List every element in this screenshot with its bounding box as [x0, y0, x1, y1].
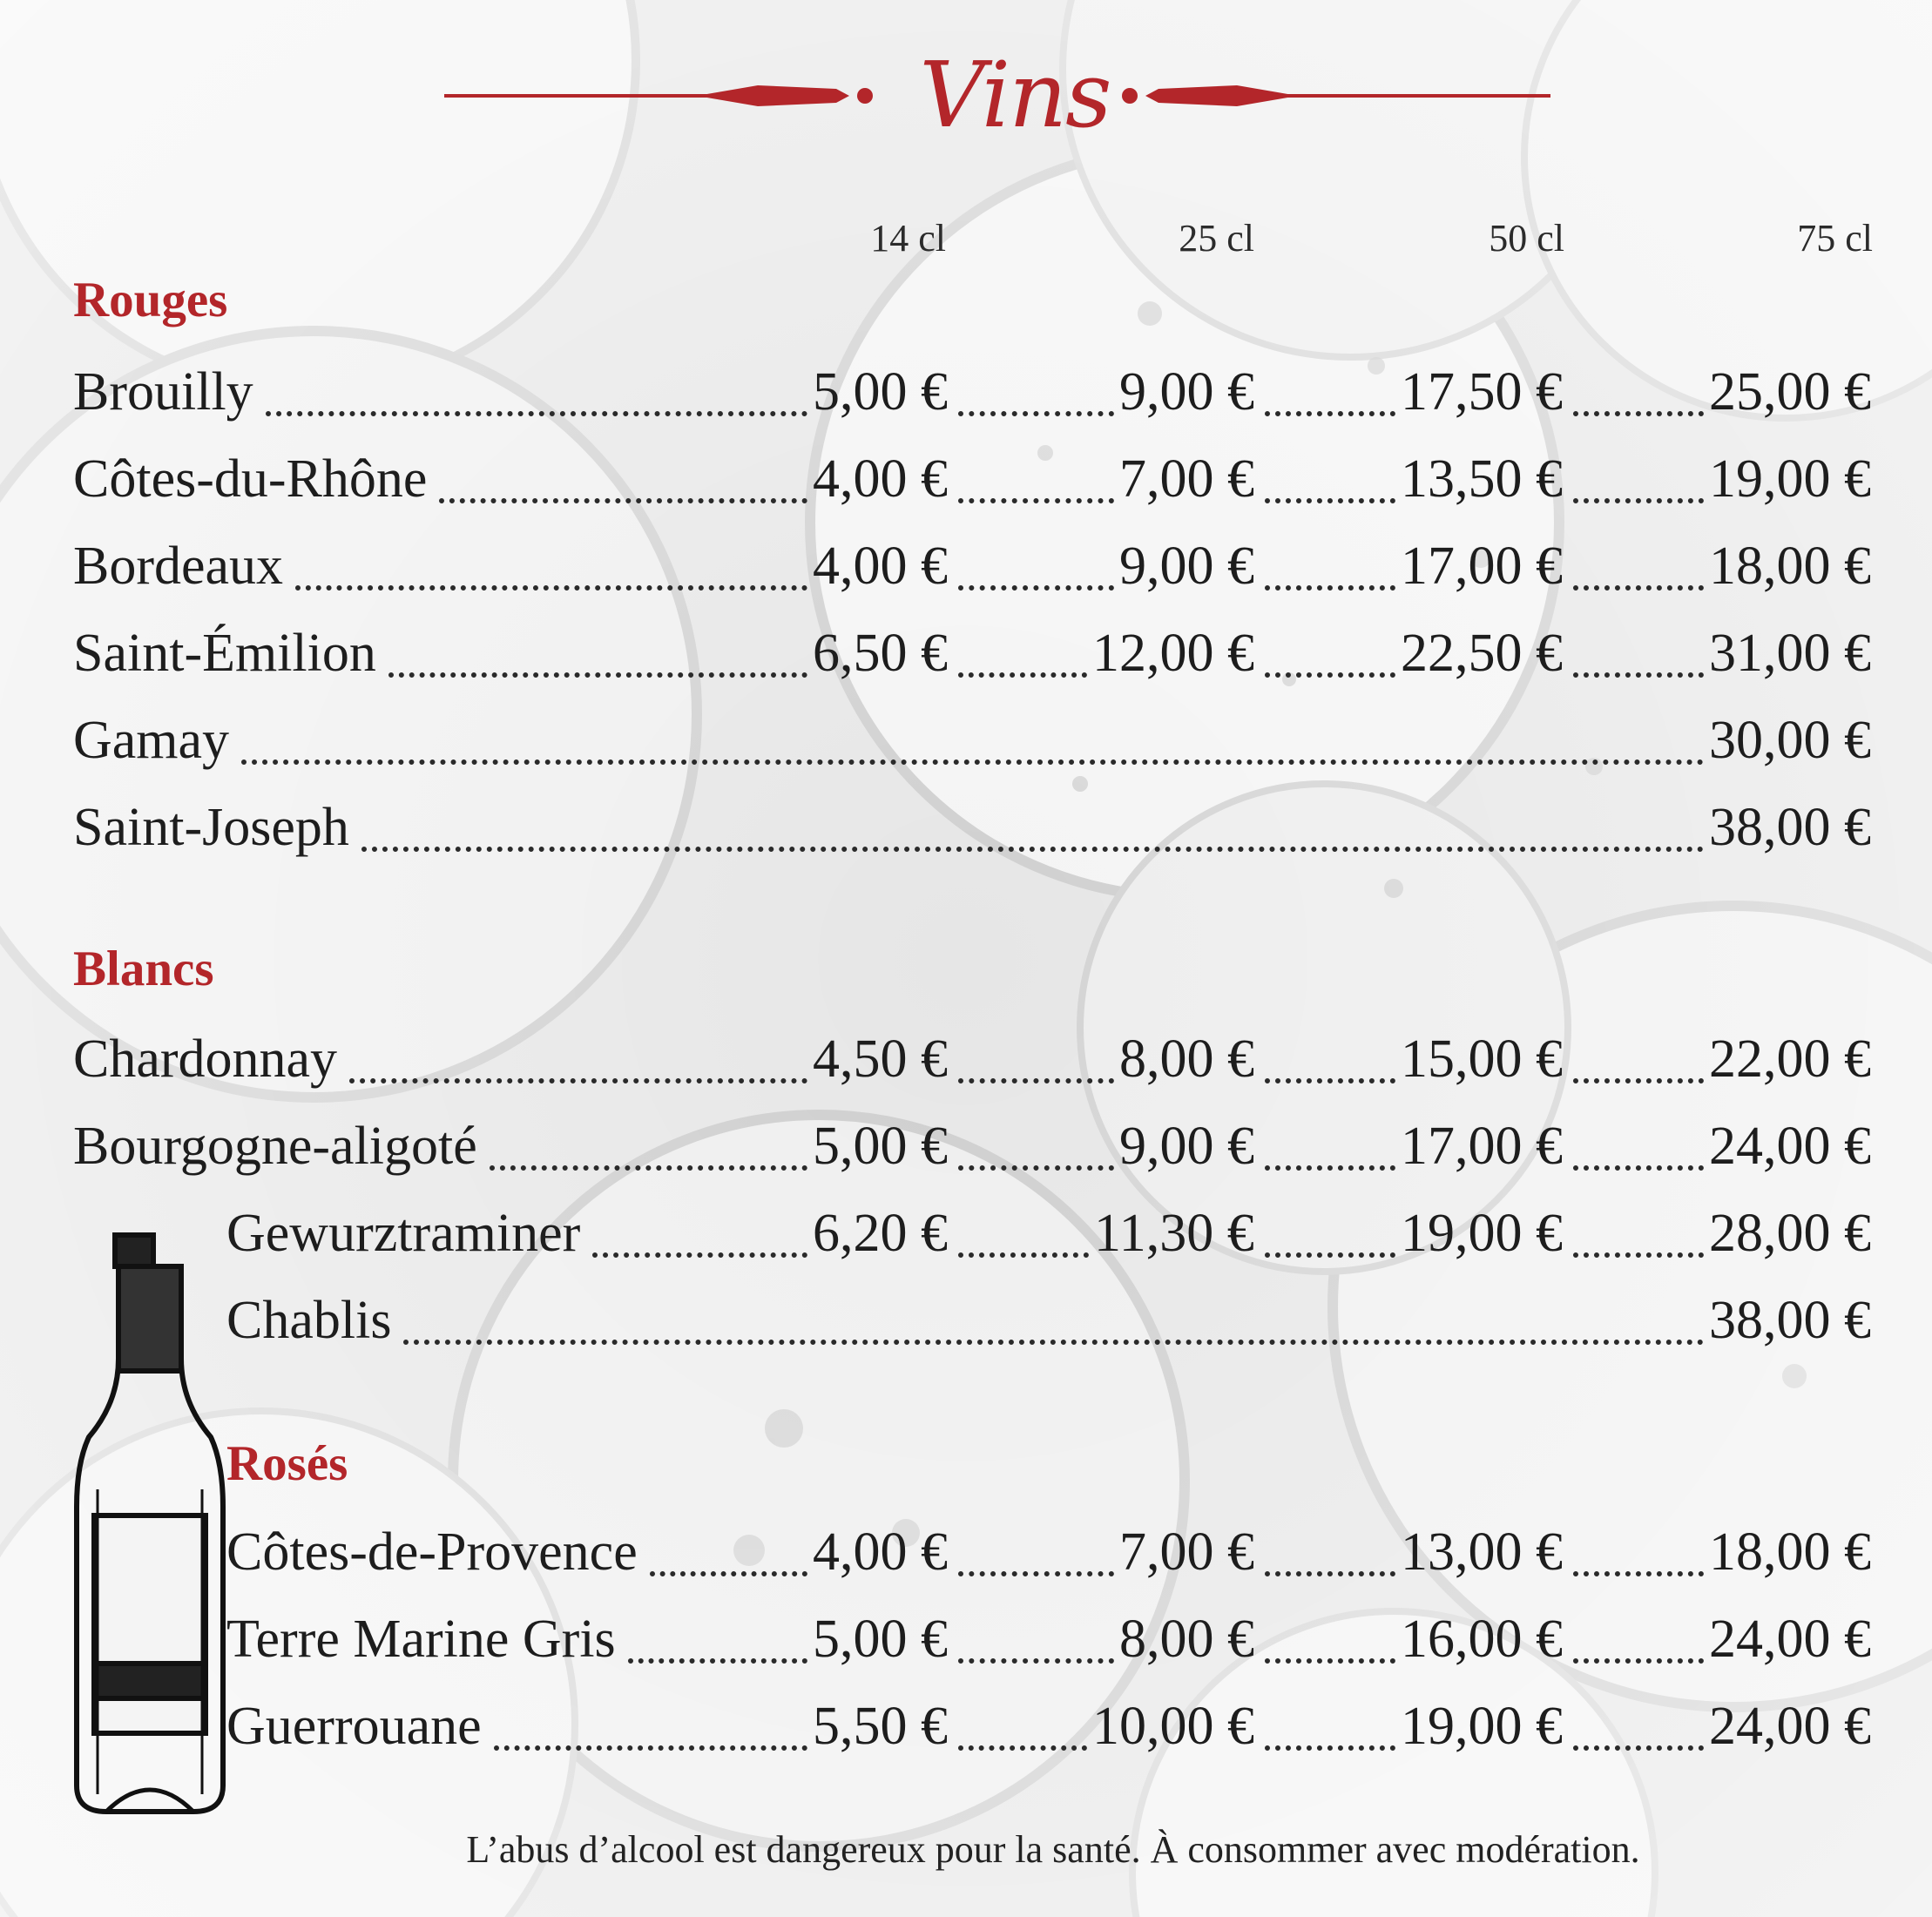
- dotted-leader: [958, 585, 1114, 591]
- dotted-leader: [958, 1658, 1114, 1664]
- price-14cl: 5,50 €: [813, 1697, 948, 1756]
- dotted-leader: [1573, 1745, 1704, 1751]
- dotted-leader: [349, 1078, 807, 1083]
- price-25cl: 9,00 €: [1119, 537, 1254, 596]
- price-25cl: 12,00 €: [1092, 624, 1254, 683]
- title-block: [0, 35, 1932, 157]
- price-75cl: 25,00 €: [1709, 362, 1871, 422]
- price-50cl: 13,00 €: [1401, 1522, 1563, 1582]
- price-25cl: 9,00 €: [1119, 362, 1254, 422]
- dotted-leader: [1573, 1252, 1704, 1258]
- column-header-25cl: 25 cl: [1179, 217, 1254, 260]
- price-14cl: 5,00 €: [813, 1610, 948, 1669]
- price-75cl: 31,00 €: [1709, 624, 1871, 683]
- price-75cl: 30,00 €: [1709, 711, 1871, 770]
- wine-row: [73, 357, 1871, 427]
- dotted-leader: [241, 759, 1704, 765]
- price-14cl: 5,00 €: [813, 1117, 948, 1176]
- price-75cl: 18,00 €: [1709, 537, 1871, 596]
- dotted-leader: [494, 1745, 807, 1751]
- dotted-leader: [1265, 1745, 1395, 1751]
- dotted-leader: [266, 411, 807, 416]
- wine-row: [73, 1111, 1871, 1181]
- dotted-leader: [1265, 1571, 1395, 1576]
- dotted-leader: [1265, 1078, 1395, 1083]
- price-14cl: 5,00 €: [813, 362, 948, 422]
- price-25cl: 7,00 €: [1119, 1522, 1254, 1582]
- dotted-leader: [1573, 411, 1704, 416]
- price-25cl: 8,00 €: [1119, 1029, 1254, 1089]
- page-title: Vins: [919, 42, 1111, 148]
- wine-name: Terre Marine Gris: [226, 1610, 616, 1669]
- price-50cl: 16,00 €: [1401, 1610, 1563, 1669]
- price-14cl: 6,50 €: [813, 624, 948, 683]
- price-14cl: 6,20 €: [813, 1204, 948, 1263]
- wine-name: Côtes-de-Provence: [226, 1522, 638, 1582]
- dotted-leader: [1265, 672, 1395, 678]
- price-25cl: 11,30 €: [1094, 1204, 1254, 1263]
- price-50cl: 19,00 €: [1401, 1697, 1563, 1756]
- price-25cl: 8,00 €: [1119, 1610, 1254, 1669]
- dotted-leader: [958, 411, 1114, 416]
- dotted-leader: [1573, 1078, 1704, 1083]
- price-50cl: 22,50 €: [1401, 624, 1563, 683]
- price-14cl: 4,00 €: [813, 537, 948, 596]
- dotted-leader: [1265, 498, 1395, 503]
- price-75cl: 19,00 €: [1709, 449, 1871, 509]
- price-25cl: 7,00 €: [1119, 449, 1254, 509]
- price-75cl: 18,00 €: [1709, 1522, 1871, 1582]
- dotted-leader: [592, 1252, 807, 1258]
- dotted-leader: [403, 1340, 1704, 1345]
- dotted-leader: [1265, 1658, 1395, 1664]
- dotted-leader: [1265, 1252, 1395, 1258]
- dotted-leader: [388, 672, 807, 678]
- wine-row: [226, 1604, 1871, 1674]
- wine-name: Guerrouane: [226, 1697, 482, 1756]
- dotted-leader: [958, 672, 1087, 678]
- dotted-leader: [439, 498, 807, 503]
- price-50cl: 15,00 €: [1401, 1029, 1563, 1089]
- section-title-rouges: Rouges: [73, 273, 228, 327]
- wine-row: [226, 1198, 1871, 1268]
- price-75cl: 24,00 €: [1709, 1117, 1871, 1176]
- price-25cl: 9,00 €: [1119, 1117, 1254, 1176]
- dotted-leader: [1573, 1658, 1704, 1664]
- dotted-leader: [1573, 585, 1704, 591]
- section-title-blancs: Blancs: [73, 942, 214, 996]
- wine-row: [226, 1286, 1871, 1355]
- price-75cl: 28,00 €: [1709, 1204, 1871, 1263]
- wine-row: [226, 1517, 1871, 1587]
- wine-row: [226, 1691, 1871, 1761]
- wine-name: Brouilly: [73, 362, 253, 422]
- dotted-leader: [295, 585, 807, 591]
- wine-row: [73, 705, 1871, 775]
- column-header-14cl: 14 cl: [870, 217, 946, 260]
- price-75cl: 38,00 €: [1709, 1291, 1871, 1350]
- dotted-leader: [1573, 1571, 1704, 1576]
- dotted-leader: [490, 1165, 807, 1171]
- wine-row: [73, 531, 1871, 601]
- wine-name: Bordeaux: [73, 537, 284, 596]
- price-14cl: 4,50 €: [813, 1029, 948, 1089]
- column-header-75cl: 75 cl: [1797, 217, 1873, 260]
- dotted-leader: [958, 498, 1114, 503]
- price-50cl: 17,00 €: [1401, 1117, 1563, 1176]
- dotted-leader: [1573, 498, 1704, 503]
- price-75cl: 24,00 €: [1709, 1697, 1871, 1756]
- price-75cl: 38,00 €: [1709, 798, 1871, 857]
- price-14cl: 4,00 €: [813, 1522, 948, 1582]
- dotted-leader: [361, 847, 1704, 852]
- wine-row: [73, 444, 1871, 514]
- wine-name: Gamay: [73, 711, 230, 770]
- dotted-leader: [1265, 411, 1395, 416]
- dotted-leader: [958, 1745, 1087, 1751]
- dotted-leader: [958, 1571, 1114, 1576]
- price-50cl: 17,50 €: [1401, 362, 1563, 422]
- wine-name: Chardonnay: [73, 1029, 338, 1089]
- column-header-50cl: 50 cl: [1489, 217, 1564, 260]
- wine-name: Côtes-du-Rhône: [73, 449, 428, 509]
- wine-row: [73, 793, 1871, 862]
- wine-name: Bourgogne-aligoté: [73, 1117, 477, 1176]
- wine-row: [73, 618, 1871, 688]
- dotted-leader: [958, 1078, 1114, 1083]
- dotted-leader: [958, 1165, 1114, 1171]
- price-50cl: 13,50 €: [1401, 449, 1563, 509]
- price-50cl: 19,00 €: [1401, 1204, 1563, 1263]
- price-50cl: 17,00 €: [1401, 537, 1563, 596]
- section-title-roses: Rosés: [226, 1436, 348, 1491]
- dotted-leader: [958, 1252, 1089, 1258]
- dotted-leader: [628, 1658, 807, 1664]
- wine-name: Gewurztraminer: [226, 1204, 581, 1263]
- wine-name: Saint-Émilion: [73, 624, 376, 683]
- wine-bottle-icon: [71, 1228, 228, 1820]
- wine-row: [73, 1024, 1871, 1094]
- wine-name: Saint-Joseph: [73, 798, 349, 857]
- dotted-leader: [1265, 585, 1395, 591]
- price-14cl: 4,00 €: [813, 449, 948, 509]
- dotted-leader: [650, 1571, 807, 1576]
- dotted-leader: [1573, 1165, 1704, 1171]
- health-warning: L’abus d’alcool est dangereux pour la santé. À consommer avec modération.: [466, 1828, 1640, 1871]
- dotted-leader: [1573, 672, 1704, 678]
- dotted-leader: [1265, 1165, 1395, 1171]
- wine-name: Chablis: [226, 1291, 392, 1350]
- price-25cl: 10,00 €: [1092, 1697, 1254, 1756]
- price-75cl: 24,00 €: [1709, 1610, 1871, 1669]
- price-75cl: 22,00 €: [1709, 1029, 1871, 1089]
